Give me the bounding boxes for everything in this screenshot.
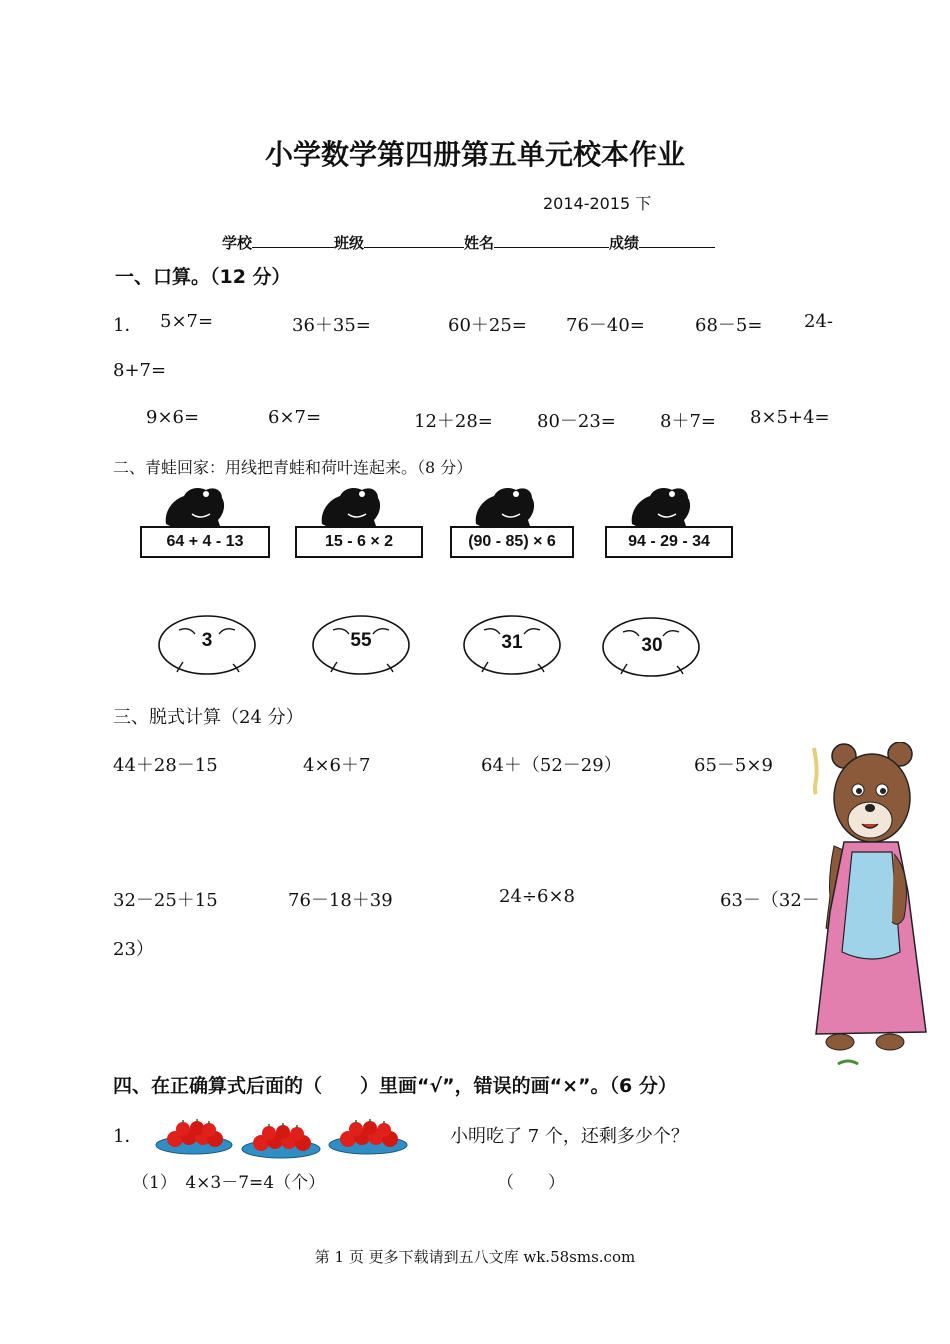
- apple-plate-icon: [241, 1123, 321, 1159]
- s1-r2-q6: 8×5+4=: [750, 407, 830, 428]
- s1-r2-q4: 80－23=: [537, 411, 616, 432]
- s3-r1-q4: 65－5×9: [694, 755, 773, 776]
- class-label: 班级: [334, 234, 365, 252]
- s1-r1-q3: 60＋25=: [448, 315, 527, 336]
- frog-expression-1[interactable]: 64 + 4 - 13: [140, 526, 270, 558]
- s1-r2-q5: 8＋7=: [660, 411, 716, 432]
- lily-pad-number-1: 3: [201, 630, 213, 651]
- section-1-heading: 一、口算。（12 分）: [115, 266, 291, 288]
- apple-plate-icon: [328, 1119, 408, 1155]
- s1-r1-q6: 24-: [804, 311, 833, 332]
- section-4-heading: 四、在正确算式后面的（ ）里画“√”，错误的画“×”。（6 分）: [113, 1075, 677, 1097]
- score-blank[interactable]: [639, 231, 715, 248]
- lily-pad-number-4: 30: [641, 635, 663, 656]
- s1-r1-q1: 5×7=: [160, 311, 214, 332]
- s1-r2-q2: 6×7=: [268, 407, 322, 428]
- s1-r1-q5: 68－5=: [695, 315, 763, 336]
- s4-q1-answer-paren[interactable]: （ ）: [497, 1173, 565, 1193]
- frog-expression-3[interactable]: (90 - 85) × 6: [450, 526, 574, 558]
- school-label: 学校: [222, 234, 253, 252]
- name-label: 姓名: [464, 234, 495, 252]
- school-blank[interactable]: [252, 231, 334, 248]
- student-info-line: [222, 231, 715, 253]
- s4-q1-option-1: （1） 4×3－7=4（个）: [132, 1173, 326, 1193]
- bear-illustration: [808, 742, 928, 1070]
- s3-r2-q1: 32－25＋15: [113, 890, 218, 911]
- class-blank[interactable]: [364, 231, 464, 248]
- page-footer: 第 1 页 更多下载请到五八文库 wk.58sms.com: [314, 1248, 636, 1266]
- apple-plate-icon: [155, 1119, 233, 1155]
- s1-r1-q2: 36＋35=: [292, 315, 371, 336]
- s3-r2-wrap: 23）: [113, 939, 154, 960]
- frog-icon: [628, 484, 694, 528]
- s1-r2-q1: 9×6=: [146, 407, 200, 428]
- s3-r1-q3: 64＋（52－29）: [481, 755, 622, 776]
- s1-r1-wrap: 8+7=: [113, 360, 167, 381]
- s4-q1-text: 小明吃了 7 个，还剩多少个？: [450, 1126, 689, 1147]
- s3-r2-q3: 24÷6×8: [499, 886, 575, 907]
- s3-r2-q4: 63－（32－: [720, 890, 820, 911]
- page-title: 小学数学第四册第五单元校本作业: [264, 138, 685, 171]
- section-3-heading: 三、脱式计算（24 分）: [113, 707, 304, 728]
- lily-pad-number-3: 31: [501, 632, 523, 653]
- s3-r1-q2: 4×6＋7: [303, 755, 371, 776]
- frog-expression-4[interactable]: 94 - 29 - 34: [605, 526, 733, 558]
- frog-icon: [162, 484, 228, 528]
- s1-r1-q4: 76－40=: [566, 315, 645, 336]
- score-label: 成绩: [609, 234, 640, 252]
- s1-r2-q3: 12＋28=: [414, 411, 493, 432]
- lily-pad-number-2: 55: [350, 630, 372, 651]
- s4-q1-number: 1．: [113, 1126, 143, 1147]
- s3-r2-q2: 76－18＋39: [288, 890, 393, 911]
- name-blank[interactable]: [494, 231, 609, 248]
- section-2-heading: 二、青蛙回家：用线把青蛙和荷叶连起来。（8 分）: [113, 458, 473, 477]
- frog-icon: [472, 484, 538, 528]
- s1-r1-num: 1．: [113, 315, 143, 336]
- term-label: 2014-2015 下: [543, 194, 652, 213]
- s3-r1-q1: 44＋28－15: [113, 755, 218, 776]
- frog-expression-2[interactable]: 15 - 6 × 2: [295, 526, 423, 558]
- frog-icon: [318, 484, 384, 528]
